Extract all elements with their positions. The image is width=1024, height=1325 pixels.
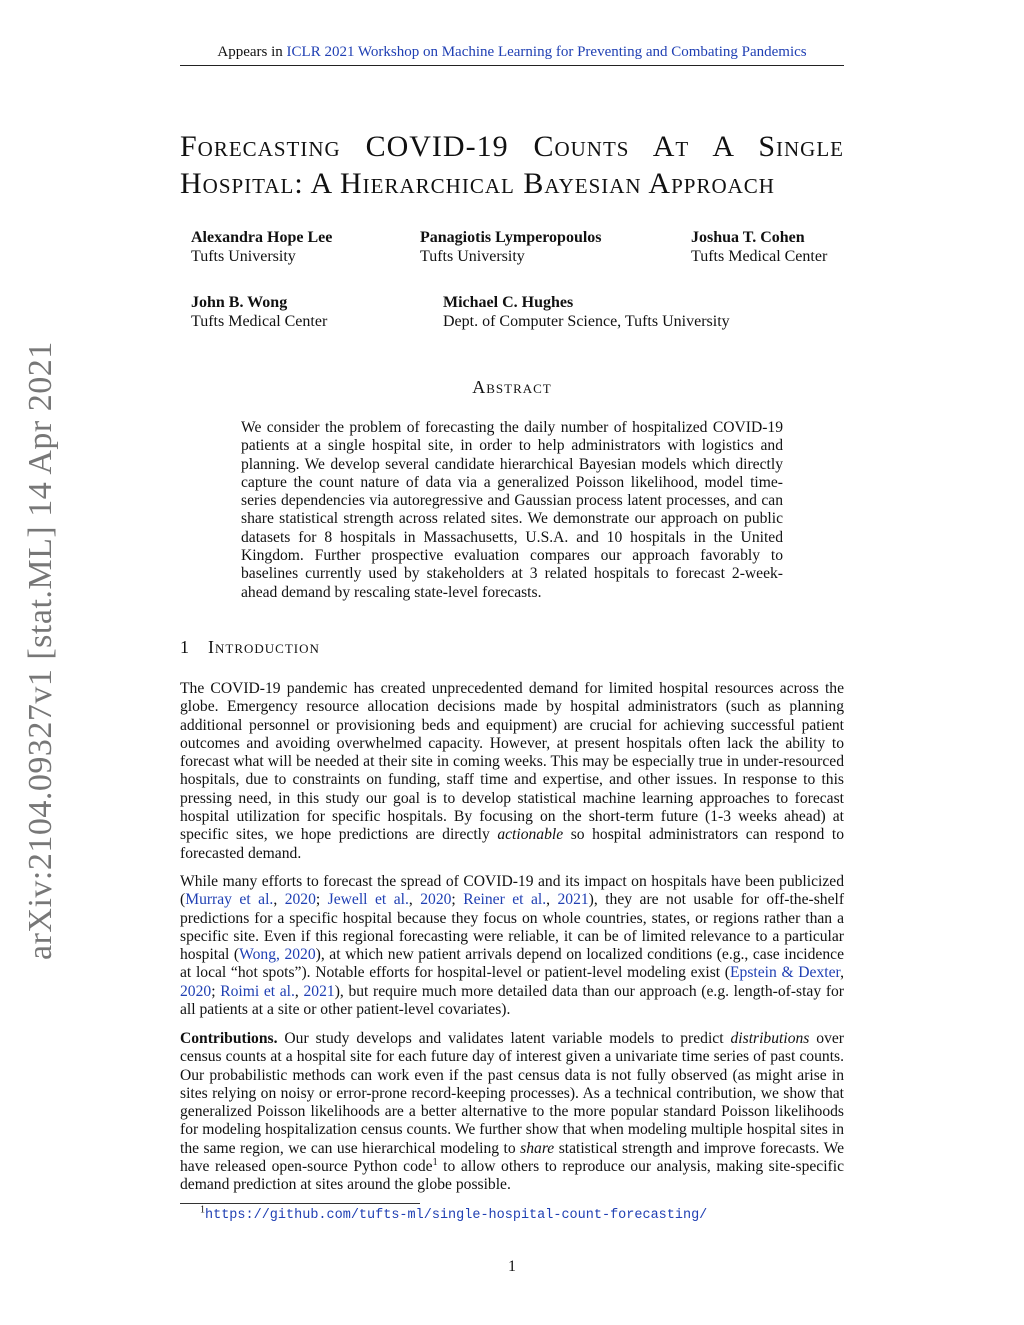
author-name: John B. Wong — [191, 294, 288, 311]
section-number: 1 — [180, 637, 190, 657]
author-affiliation: Dept. of Computer Science, Tufts University — [443, 313, 730, 330]
citation-year-link[interactable]: 2020 — [420, 891, 452, 909]
author-affiliation: Tufts University — [420, 248, 525, 265]
venue-link[interactable]: ICLR 2021 Workshop on Machine Learning for Preventing and Combating Pandemics — [286, 44, 807, 60]
author-name: Joshua T. Cohen — [691, 229, 805, 246]
author-block — [420, 228, 602, 266]
emphasis: actionable — [497, 826, 564, 844]
emphasis: distributions — [730, 1030, 810, 1047]
citation-link[interactable]: Murray et al. — [185, 891, 274, 909]
author-name: Michael C. Hughes — [443, 294, 574, 311]
page-number: 1 — [508, 1258, 516, 1275]
emphasis: share — [520, 1139, 555, 1157]
text-run: , — [273, 891, 285, 909]
citation-link[interactable]: Epstein & Dexter — [730, 964, 841, 982]
citation-link[interactable]: Wong, 2020 — [239, 946, 316, 964]
text-run: to allow others to reproduce our analysis, making site-specific demand prediction at sites around the globe possible. — [180, 1158, 845, 1194]
text-run: so hospital administrators can respond to forecasted demand. — [180, 826, 844, 862]
author-affiliation: Tufts University — [191, 248, 296, 265]
contributions-paragraph — [180, 1030, 844, 1195]
title-line-1: Forecasting COVID-19 Counts At A Single — [180, 130, 844, 163]
intro-paragraph-2 — [180, 873, 844, 1019]
paper-title — [180, 128, 844, 202]
arxiv-stamp: arXiv:2104.09327v1 [stat.ML] 14 Apr 2021 — [22, 341, 59, 960]
venue-header — [180, 44, 844, 66]
author-name: Panagiotis Lymperopoulos — [420, 229, 602, 246]
text-run: ), at which new patient arrivals depend on localized conditions (e.g., case incidence at local “hot spots”). Notable efforts for hospital-level or patient-level modeling exist ( — [180, 946, 844, 982]
abstract-heading: Abstract — [472, 377, 552, 397]
text-run: ; — [315, 891, 328, 909]
text-run: While many efforts to forecast the spread of COVID-19 and its impact on hospitals have been publicized ( — [180, 873, 844, 909]
author-block — [191, 228, 332, 266]
text-run: , — [294, 982, 304, 1000]
author-block — [443, 293, 730, 331]
author-block — [191, 293, 327, 331]
text-run: statistical strength and improve forecasts. We have released open-source Python code — [180, 1139, 844, 1176]
citation-year-link[interactable]: 2021 — [303, 982, 335, 1000]
footnote-divider — [180, 1203, 420, 1204]
code-url-link[interactable]: https://github.com/tufts-ml/single-hospital-count-forecasting/ — [205, 1208, 708, 1223]
footnote — [200, 1204, 708, 1223]
text-run: , — [840, 964, 844, 982]
footnote-marker[interactable]: 1 — [432, 1156, 438, 1168]
author-block — [691, 228, 827, 266]
author-affiliation: Tufts Medical Center — [691, 248, 828, 265]
section-heading — [180, 637, 320, 658]
venue-prefix: Appears in — [217, 44, 283, 60]
text-run: ), they are not usable for off-the-shelf predictions for a specific hospital because they focus on whole countries, states, or regions rather than a specific site. Even if this regional forecasting were reliable, it can be of limited relevance to a particular hospital ( — [180, 891, 845, 964]
citation-year-link[interactable]: 2021 — [557, 891, 589, 909]
citation-link[interactable]: Roimi et al. — [220, 982, 295, 1000]
footnote-mark: 1 — [200, 1204, 205, 1216]
text-run: The COVID-19 pandemic has created unprecedented demand for limited hospital resources across the globe. Emergency resource allocation decisions made by hospital administrators (such as planning additional personnel or provisioning beds and equipment) are crucial for achieving successful patient outcomes and avoiding overwhelmed capacity. However, at present hospitals often lack the ability to forecast what will be needed at their site in coming weeks. This may be especially true in under-resourced hospitals, due to constraints on funding, staff time and expertise, and other issues. In response to this pressing need, in this study our goal is to develop statistical machine learning approaches to forecast hospital utilization for specific hospitals. By focusing on the short-term future (1-3 weeks ahead) at specific sites, we hope predictions are directly — [180, 680, 844, 844]
text-run: , — [546, 891, 558, 909]
text-run: ; — [451, 891, 464, 909]
paragraph-lead: Contributions. — [180, 1030, 278, 1047]
citation-link[interactable]: Jewell et al. — [327, 891, 409, 909]
citation-year-link[interactable]: 2020 — [284, 891, 316, 909]
author-name: Alexandra Hope Lee — [191, 229, 333, 246]
citation-year-link[interactable]: 2020 — [180, 982, 212, 1000]
text-run: ; — [211, 982, 221, 1000]
section-title: Introduction — [208, 637, 320, 657]
author-affiliation: Tufts Medical Center — [191, 313, 328, 330]
title-line-2: Hospital: A Hierarchical Bayesian Approach — [180, 167, 775, 200]
text-run: , — [408, 891, 421, 909]
text-run: over census counts at a hospital site for each future day of interest given a univariate time series of past counts. Our probabilistic methods can work even if the past census data is not fully observed (as might arise in sites relying on noisy or error-prone record-keeping processes). As a technical contribution, we show that generalized Poisson likelihoods are a better alternative to the more popular standard Poisson likelihoods for modeling hospitalization census counts. We further show that when modeling multiple hospital sites in the same region, we can use hierarchical modeling to — [180, 1030, 845, 1157]
text-run: ), but require much more detailed data than our approach (e.g. length-of-stay for all patients at a site or other patient-level covariates). — [180, 982, 845, 1019]
intro-paragraph-1 — [180, 680, 844, 863]
citation-link[interactable]: Reiner et al. — [463, 891, 547, 909]
text-run: Our study develops and validates latent variable models to predict — [277, 1030, 731, 1047]
abstract-text: We consider the problem of forecasting the daily number of hospitalized COVID-19 patients at a single hospital site, in order to help administrators with logistics and planning. We develop several candidate hierarchical Bayesian models which directly capture the count nature of data via a generalized Poisson likelihood, model time-series dependencies via autoregressive and Gaussian process latent processes, and can share statistical strength across related sites. We demonstrate our approach on public datasets for 8 hospitals in Massachusetts, U.S.A. and 10 hospitals in the United Kingdom. Further prospective evaluation compares our approach favorably to baselines currently used by stakeholders at 3 related hospitals to forecast 2-week-ahead demand by rescaling state-level forecasts. — [241, 419, 783, 601]
